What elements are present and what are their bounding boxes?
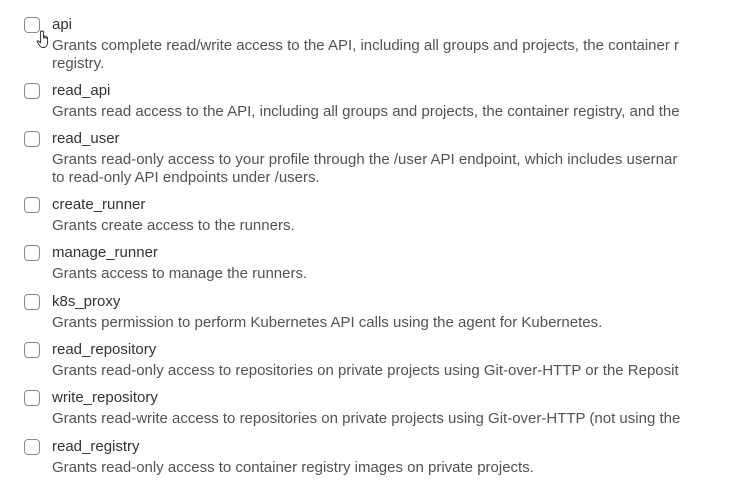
scope-description-line: Grants create access to the runners. xyxy=(52,217,295,234)
scope-label-read-registry[interactable]: read_registry xyxy=(52,438,140,455)
scope-description-write-repository xyxy=(52,410,735,428)
scope-label-read-user[interactable]: read_user xyxy=(52,130,120,147)
scope-description-read-user xyxy=(52,151,735,187)
scope-description-create-runner xyxy=(52,217,735,235)
scope-description-line: Grants read-only access to container registry images on private projects. xyxy=(52,459,534,476)
scope-checkbox-read-repository[interactable] xyxy=(24,342,40,358)
scope-checkbox-api[interactable] xyxy=(24,17,40,33)
scope-description-line: Grants read access to the API, including all groups and projects, the container registry, and the xyxy=(52,103,680,120)
scope-label-write-repository[interactable]: write_repository xyxy=(52,389,158,406)
scope-checkbox-read-user[interactable] xyxy=(24,131,40,147)
scope-label-read-api[interactable]: read_api xyxy=(52,82,111,99)
scope-checkbox-write-repository[interactable] xyxy=(24,390,40,406)
scope-description-line: Grants read-write access to repositories on private projects using Git-over-HTTP (not using the xyxy=(52,410,681,427)
scope-description-line: Grants complete read/write access to the API, including all groups and projects, the container r xyxy=(52,37,679,54)
scope-description-line: Grants access to manage the runners. xyxy=(52,265,308,282)
scope-description-read-registry xyxy=(52,459,735,477)
scope-description-line: to read-only API endpoints under /users. xyxy=(52,169,320,186)
scope-description-line: Grants read-only access to repositories on private projects using Git-over-HTTP or the Reposit xyxy=(52,362,679,379)
scope-checkbox-read-registry[interactable] xyxy=(24,439,40,455)
scope-checkbox-manage-runner[interactable] xyxy=(24,245,40,261)
scope-description-api xyxy=(52,37,735,73)
scope-label-k8s-proxy[interactable]: k8s_proxy xyxy=(52,293,121,310)
scope-description-line: Grants read-only access to your profile through the /user API endpoint, which includes usernar xyxy=(52,151,678,168)
scope-description-line: registry. xyxy=(52,55,105,72)
scope-description-manage-runner xyxy=(52,265,735,283)
scope-label-api[interactable]: api xyxy=(52,16,73,33)
scope-label-manage-runner[interactable]: manage_runner xyxy=(52,244,158,261)
scope-checkbox-read-api[interactable] xyxy=(24,83,40,99)
scope-description-line: Grants permission to perform Kubernetes API calls using the agent for Kubernetes. xyxy=(52,314,603,331)
scope-checkbox-k8s-proxy[interactable] xyxy=(24,294,40,310)
scope-label-read-repository[interactable]: read_repository xyxy=(52,341,157,358)
scope-description-read-repository xyxy=(52,362,735,380)
scope-description-k8s-proxy xyxy=(52,314,735,332)
scope-description-read-api xyxy=(52,103,735,121)
scope-label-create-runner[interactable]: create_runner xyxy=(52,196,146,213)
scope-checkbox-create-runner[interactable] xyxy=(24,197,40,213)
